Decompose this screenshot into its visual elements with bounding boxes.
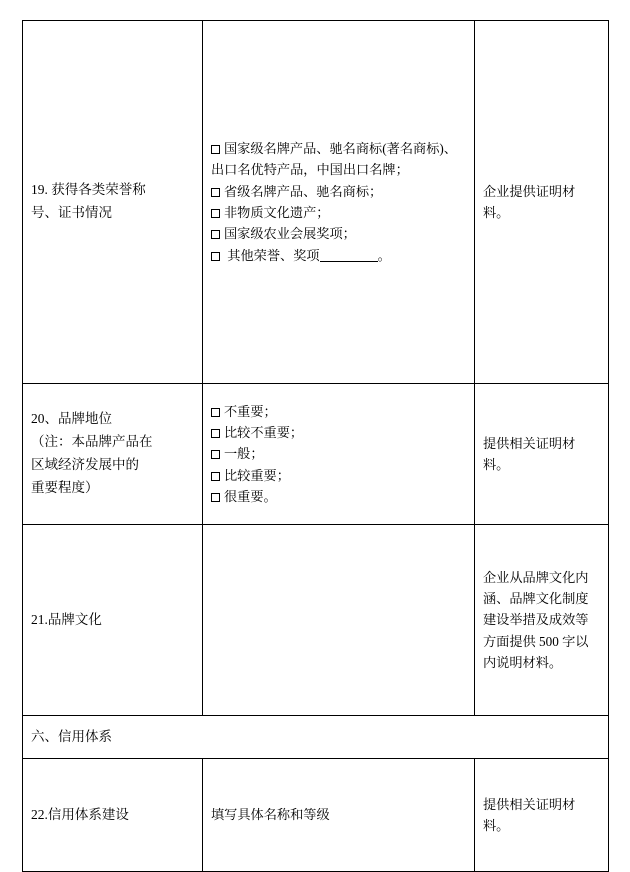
row-note-brand-position <box>475 384 609 525</box>
row-label-line: 区域经济发展中的 <box>31 457 139 472</box>
checkbox-label: 一般； <box>224 446 264 462</box>
checkbox-label: 比较重要； <box>224 467 290 483</box>
checkbox-label: 比较不重要； <box>224 424 304 440</box>
checkbox-label: 很重要。 <box>224 489 277 505</box>
section-title: 六、信用体系 <box>23 716 609 759</box>
checkbox-icon[interactable] <box>211 209 220 218</box>
application-form-table <box>22 20 609 872</box>
checkbox-option[interactable] <box>211 465 466 486</box>
note-text: 提供相关证明材料。 <box>483 435 576 472</box>
row-options-honors <box>203 21 475 384</box>
checkbox-label: 国家级名牌产品、驰名商标(著名商标)、出口名优特产品，中国出口名牌； <box>211 140 457 178</box>
checkbox-option[interactable] <box>211 223 466 244</box>
checkbox-icon[interactable] <box>211 145 220 154</box>
row-label-line: 19. 获得各类荣誉称 <box>31 182 146 198</box>
checkbox-icon[interactable] <box>211 472 220 481</box>
row-label-line: 号、证书情况 <box>31 205 112 220</box>
note-text: 企业提供证明材料。 <box>483 183 576 220</box>
table-row <box>23 759 609 872</box>
row-label-brand-culture <box>23 525 203 716</box>
checkbox-label: 国家级农业会展奖项； <box>224 226 356 242</box>
checkbox-icon[interactable] <box>211 252 220 261</box>
table-row <box>23 384 609 525</box>
checkbox-option[interactable] <box>211 486 466 507</box>
row-label-line: 重要程度） <box>31 479 99 495</box>
checkbox-icon[interactable] <box>211 450 220 459</box>
row-note-honors <box>475 21 609 384</box>
checkbox-label: 其他荣誉、奖项 <box>224 247 320 263</box>
checkbox-icon[interactable] <box>211 188 220 197</box>
table-row <box>23 525 609 716</box>
row-note-brand-culture <box>475 525 609 716</box>
checkbox-label: 不重要； <box>224 403 277 419</box>
checkbox-option[interactable] <box>211 181 466 202</box>
row-label-brand-position <box>23 384 203 525</box>
row-options-brand-position <box>203 384 475 525</box>
checkbox-option[interactable] <box>211 401 466 422</box>
row-label-honors <box>23 21 203 384</box>
row-label-line: 21.品牌文化 <box>31 611 102 627</box>
checkbox-label: 非物质文化遗产； <box>224 205 330 220</box>
table-row <box>23 21 609 384</box>
section-header-row <box>23 716 609 759</box>
checkbox-option[interactable] <box>211 138 466 181</box>
row-input-credit-system[interactable] <box>203 759 475 872</box>
checkbox-icon[interactable] <box>211 493 220 502</box>
note-text: 企业从品牌文化内涵、品牌文化制度建设举措及成效等方面提供 500 字以内说明材料。 <box>483 570 589 670</box>
checkbox-icon[interactable] <box>211 429 220 438</box>
checkbox-icon[interactable] <box>211 408 220 417</box>
row-input-brand-culture[interactable] <box>203 525 475 716</box>
checkbox-label: 省级名牌产品、驰名商标； <box>224 183 383 199</box>
row-label-line: 20、品牌地位 <box>31 411 112 427</box>
row-label-credit-system <box>23 759 203 872</box>
fill-in-blank[interactable] <box>320 261 378 262</box>
checkbox-label-suffix: 。 <box>377 247 391 263</box>
note-text: 提供相关证明材料。 <box>483 796 576 833</box>
checkbox-icon[interactable] <box>211 230 220 239</box>
checkbox-option[interactable] <box>211 245 466 266</box>
row-label-line: 22.信用体系建设 <box>31 806 129 822</box>
input-hint-text: 填写具体名称和等级 <box>211 807 330 823</box>
row-label-line: （注：本品牌产品在 <box>31 434 153 450</box>
checkbox-option[interactable] <box>211 422 466 443</box>
checkbox-option[interactable] <box>211 202 466 223</box>
checkbox-option[interactable] <box>211 443 466 464</box>
row-note-credit-system <box>475 759 609 872</box>
